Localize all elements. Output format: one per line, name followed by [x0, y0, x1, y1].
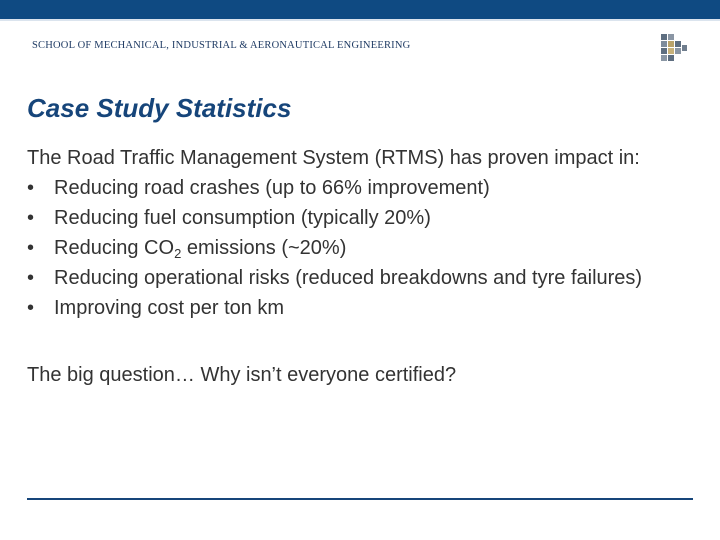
bullet-text: [54, 237, 346, 259]
bullet-icon: •: [27, 237, 35, 259]
bullet-text-after: emissions (~20%): [181, 237, 347, 259]
closing-question: The big question… Why isn’t everyone certified?: [27, 364, 457, 386]
footer-rule: [27, 498, 693, 500]
bullet-icon: •: [27, 207, 35, 229]
bullet-text: Reducing operational risks (reduced breakdowns and tyre failures): [54, 267, 643, 289]
bullet-list: [27, 173, 687, 323]
bullet-text: Improving cost per ton km: [54, 297, 285, 319]
university-logo-icon: [659, 31, 689, 63]
bullet-item: [27, 293, 687, 323]
bullet-icon: •: [27, 297, 35, 319]
bullet-text: Reducing fuel consumption (typically 20%): [54, 207, 431, 229]
co2-subscript: 2: [174, 246, 182, 261]
bullet-icon: •: [27, 177, 35, 199]
header-bar: [0, 0, 720, 19]
bullet-text-before: Reducing CO: [54, 237, 175, 259]
bullet-text: Reducing road crashes (up to 66% improvement): [54, 177, 490, 199]
intro-text: The Road Traffic Management System (RTMS) has proven impact in:: [27, 147, 640, 169]
slide-title: Case Study Statistics: [27, 93, 292, 123]
bullet-item: [27, 263, 687, 293]
slide-body: [27, 143, 687, 390]
bullet-icon: •: [27, 267, 35, 289]
bullet-item: [27, 173, 687, 203]
bullet-item: [27, 203, 687, 233]
school-name: SCHOOL OF MECHANICAL, INDUSTRIAL & AERONAUTICAL ENGINEERING: [32, 40, 411, 51]
header-bar-accent: [0, 19, 720, 21]
bullet-item: [27, 233, 687, 263]
